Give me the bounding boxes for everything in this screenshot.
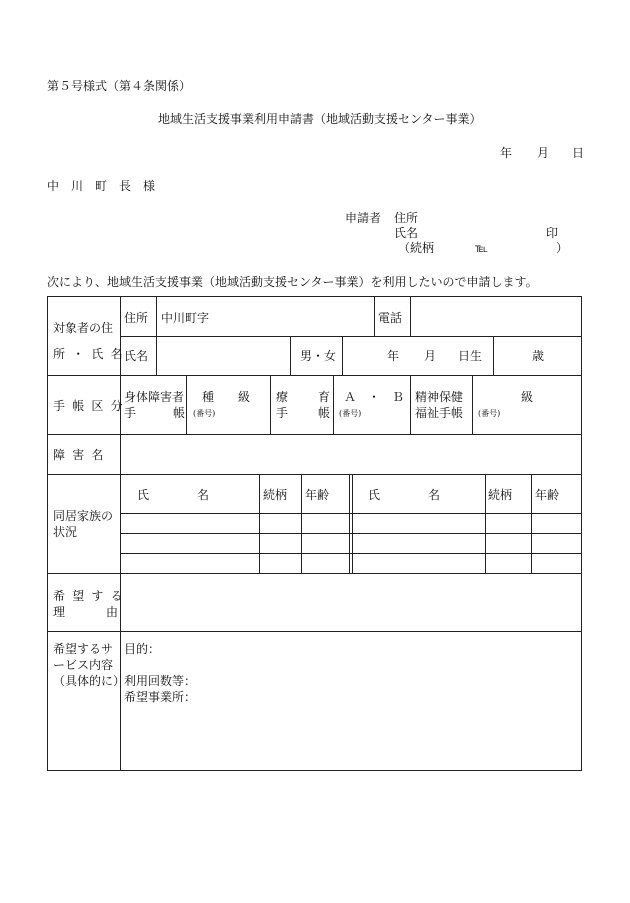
cell-divider — [352, 474, 353, 573]
addressee: 中 川 町 長 様 — [47, 179, 156, 193]
physical-handbook-label: 帳 — [173, 406, 186, 420]
cell-divider — [270, 375, 271, 434]
form-title: 地域生活支援事業利用申請書（地域活動支援センター事業） — [158, 112, 482, 126]
mental-handbook-label: 精神保健 — [415, 390, 464, 404]
family-header-name: 名 — [197, 488, 210, 502]
ryoiku-label: 帳 — [318, 406, 331, 420]
subject-label: 対象者の住 — [53, 321, 114, 335]
subject-label: 所・氏名 — [53, 347, 130, 361]
applicant-label: 申請者 — [345, 211, 382, 225]
cell-divider — [531, 474, 532, 573]
number-note: (番号) — [193, 409, 216, 418]
number-note: (番号) — [339, 409, 362, 418]
service-label: 希望するサ — [53, 642, 114, 656]
address-label: 住所 — [124, 311, 149, 325]
cell-divider — [301, 474, 302, 573]
service-label: ービス内容 — [53, 658, 114, 672]
intro-text: 次により、地域生活支援事業（地域活動支援センター事業）を利用したいので申請します。 — [47, 275, 538, 289]
cell-divider — [156, 296, 157, 375]
reason-label: 理 — [53, 605, 66, 619]
section-divider — [47, 573, 582, 574]
family-header-age: 年齢 — [535, 488, 560, 502]
facility-label: 希望事業所： — [124, 690, 197, 704]
disability-label: 障害名 — [53, 448, 111, 462]
section-divider — [47, 474, 582, 475]
mental-handbook-label: 福祉手帳 — [415, 406, 464, 420]
phone-label: 電話 — [378, 311, 403, 325]
phone-icon: ℡ — [475, 241, 488, 255]
reason-label: 希望する — [53, 589, 130, 603]
cell-divider — [290, 336, 291, 375]
family-header-age: 年齢 — [305, 488, 330, 502]
cell-divider — [410, 296, 411, 336]
usage-count-label: 利用回数等： — [124, 674, 197, 688]
grade-kind-label: 種 — [202, 390, 215, 404]
birth-year-label: 年 — [387, 349, 400, 363]
cell-divider — [342, 336, 343, 375]
cell-divider — [349, 474, 350, 573]
applicant-address-label: 住所 — [394, 211, 419, 225]
family-label: 同居家族の — [53, 509, 114, 523]
family-header-relation: 続柄 — [488, 488, 513, 502]
family-row-divider — [120, 513, 582, 514]
cell-divider — [333, 375, 334, 434]
applicant-name-label: 氏名 — [394, 226, 419, 240]
family-header-name: 名 — [428, 488, 441, 502]
ryoiku-label: 育 — [318, 390, 331, 404]
handbook-label: 手帳区分 — [53, 399, 130, 413]
ryoiku-label: 手 — [276, 406, 289, 420]
date-month-label: 月 — [537, 146, 550, 160]
family-label: 状況 — [53, 525, 78, 539]
cell-divider — [186, 375, 187, 434]
address-value: 中川町字 — [161, 311, 210, 325]
purpose-label: 目的： — [124, 642, 161, 656]
ryoiku-label: 療 — [276, 390, 289, 404]
section-divider — [47, 375, 582, 376]
relation-close: ） — [556, 241, 569, 255]
seal-mark: 印 — [546, 226, 559, 240]
family-header-relation: 続柄 — [263, 488, 288, 502]
family-row-divider — [120, 553, 582, 554]
family-header-name: 氏 — [137, 488, 150, 502]
cell-divider — [259, 474, 260, 573]
form-number: 第５号様式（第４条関係） — [47, 79, 192, 93]
mental-grade-label: 級 — [521, 390, 534, 404]
grade-level-label: 級 — [238, 390, 251, 404]
cell-divider — [374, 296, 375, 336]
cell-divider — [485, 474, 486, 573]
birth-day-label: 日生 — [458, 349, 483, 363]
name-label: 氏名 — [124, 349, 149, 363]
physical-handbook-label: 手 — [124, 406, 137, 420]
date-year-label: 年 — [500, 146, 513, 160]
number-note: (番号) — [478, 409, 501, 418]
age-label: 歳 — [532, 349, 545, 363]
grade-ab-choice: Ａ ・ Ｂ — [344, 390, 405, 404]
family-header-name: 氏 — [368, 488, 381, 502]
birth-month-label: 月 — [424, 349, 437, 363]
cell-divider — [410, 375, 411, 434]
section-divider — [47, 631, 582, 632]
reason-label: 由 — [106, 605, 119, 619]
row-divider — [120, 336, 582, 337]
cell-divider — [493, 336, 494, 375]
sex-choice: 男・女 — [300, 349, 337, 363]
service-label: （具体的に） — [53, 674, 126, 688]
relation-open: （続柄 — [398, 241, 435, 255]
date-day-label: 日 — [572, 146, 585, 160]
physical-handbook-label: 身体障害者 — [124, 390, 185, 404]
family-row-divider — [120, 533, 582, 534]
section-divider — [47, 434, 582, 435]
cell-divider — [472, 375, 473, 434]
